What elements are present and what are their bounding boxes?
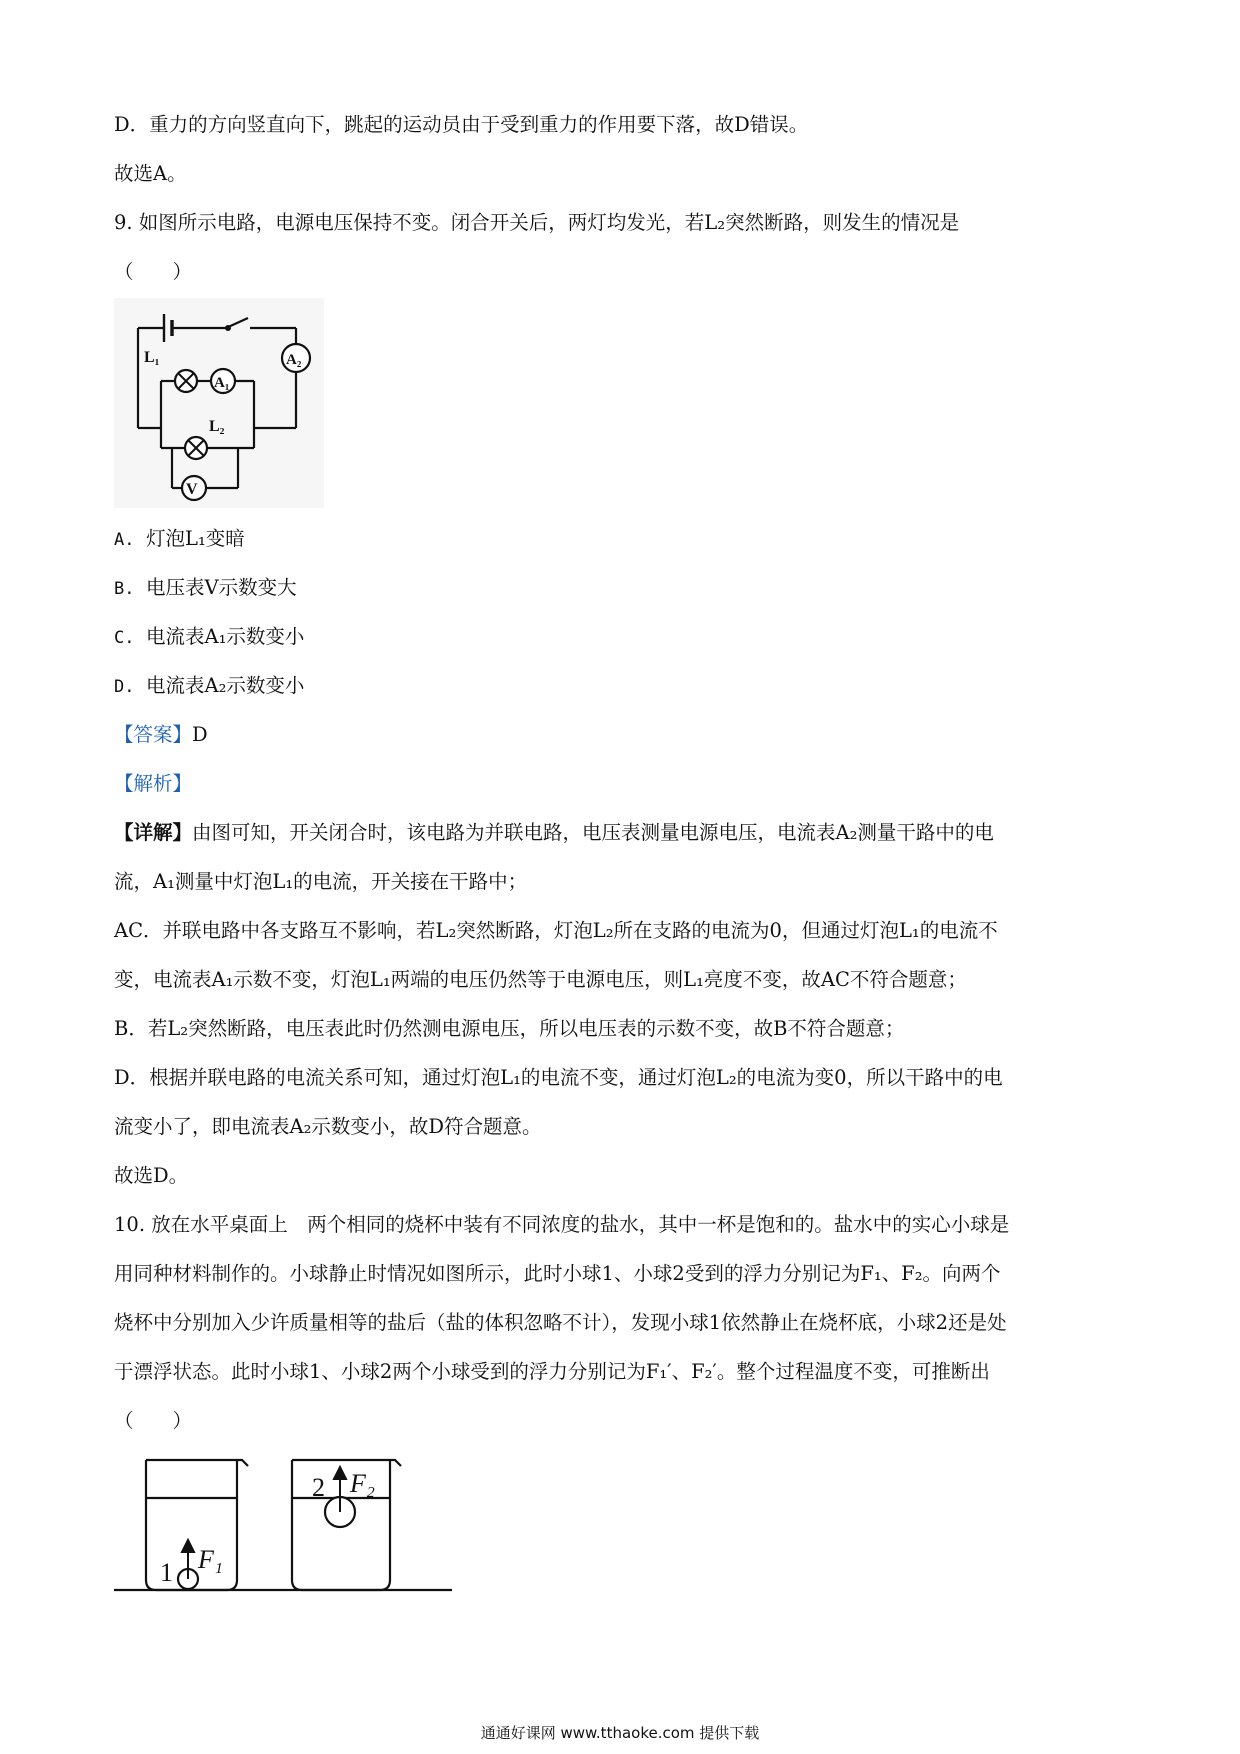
- explanation-line: [114, 808, 1134, 857]
- option-d: [114, 661, 1134, 710]
- option-key: D.: [114, 677, 135, 697]
- explanation-line: 变，电流表A₁示数不变，灯泡L₁两端的电压仍然等于电源电压，则L₁亮度不变，故AC不符合题意；: [114, 968, 967, 991]
- option-key: B.: [114, 579, 135, 599]
- option-text: 电流表A₂示数变小: [146, 674, 305, 697]
- voltmeter-label: V: [186, 481, 198, 498]
- question-10-bracket: （ ）: [114, 1409, 193, 1432]
- option-text: 电压表V示数变大: [146, 576, 297, 599]
- text-line: D．重力的方向竖直向下，跳起的运动员由于受到重力的作用要下落，故D错误。: [114, 113, 809, 136]
- detail-tag: 【详解】: [114, 821, 193, 844]
- lamp-l2-label: L₂: [209, 418, 225, 435]
- option-b: [114, 563, 1134, 612]
- analysis-tag: 【解析】: [114, 772, 193, 795]
- explanation-line: B．若L₂突然断路，电压表此时仍然测电源电压，所以电压表的示数不变，故B不符合题意；: [114, 1017, 905, 1040]
- question-10-stem: 10. 放在水平桌面上 两个相同的烧杯中装有不同浓度的盐水，其中一杯是饱和的。盐水中的实心小球是: [114, 1213, 1010, 1236]
- question-10-stem: 于漂浮状态。此时小球1、小球2两个小球受到的浮力分别记为F₁′、F₂′。整个过程温度不变，可推断出: [114, 1360, 990, 1383]
- explanation-line: 故选D。: [114, 1164, 189, 1187]
- question-10-stem: 用同种材料制作的。小球静止时情况如图所示，此时小球1、小球2受到的浮力分别记为F₁、F₂。向两个: [114, 1262, 1001, 1285]
- answer-value: D: [192, 723, 208, 746]
- explanation-line: D．根据并联电路的电流关系可知，通过灯泡L₁的电流不变，通过灯泡L₂的电流为变0，所以干路中的电: [114, 1066, 1003, 1089]
- option-text: 灯泡L₁变暗: [146, 527, 245, 550]
- explanation-line: AC．并联电路中各支路互不影响，若L₂突然断路，灯泡L₂所在支路的电流为0，但通过灯泡L₁的电流不: [114, 919, 998, 942]
- ammeter-a1-label: A₁: [214, 375, 230, 391]
- lamp-l1-label: L₁: [144, 349, 160, 366]
- beaker-diagram: [114, 1452, 454, 1602]
- text-line: 故选A。: [114, 162, 187, 185]
- option-key: A.: [114, 530, 135, 550]
- option-a: [114, 514, 1134, 563]
- option-text: 电流表A₁示数变小: [146, 625, 305, 648]
- page-footer: 通通好课网 www.tthaoke.com 提供下载: [480, 1724, 760, 1742]
- ball-1-label: 1: [160, 1558, 173, 1587]
- force-f1-label: F₁: [198, 1545, 223, 1574]
- explanation-line: 流，A₁测量中灯泡L₁的电流，开关接在干路中；: [114, 870, 528, 893]
- question-10-stem: 烧杯中分别加入少许质量相等的盐后（盐的体积忽略不计），发现小球1依然静止在烧杯底，小球2还是处: [114, 1311, 1007, 1334]
- beaker-svg: [114, 1452, 454, 1602]
- explanation-line: 流变小了，即电流表A₂示数变小，故D符合题意。: [114, 1115, 542, 1138]
- ball-2-label: 2: [312, 1473, 325, 1502]
- analysis-line: [114, 759, 1134, 808]
- option-key: C.: [114, 628, 135, 648]
- question-9-stem: 9. 如图所示电路，电源电压保持不变。闭合开关后，两灯均发光，若L₂突然断路，则发生的情况是: [114, 211, 960, 234]
- circuit-diagram: [114, 298, 324, 508]
- circuit-svg: [114, 298, 324, 508]
- answer-tag: 【答案】: [114, 723, 193, 746]
- question-9-bracket: （ ）: [114, 260, 193, 283]
- force-f2-label: F₂: [350, 1469, 375, 1498]
- answer-line: [114, 710, 1134, 759]
- ammeter-a2-label: A₂: [286, 352, 302, 368]
- option-c: [114, 612, 1134, 661]
- explanation-text: 由图可知，开关闭合时，该电路为并联电路，电压表测量电源电压，电流表A₂测量干路中的电: [192, 821, 994, 844]
